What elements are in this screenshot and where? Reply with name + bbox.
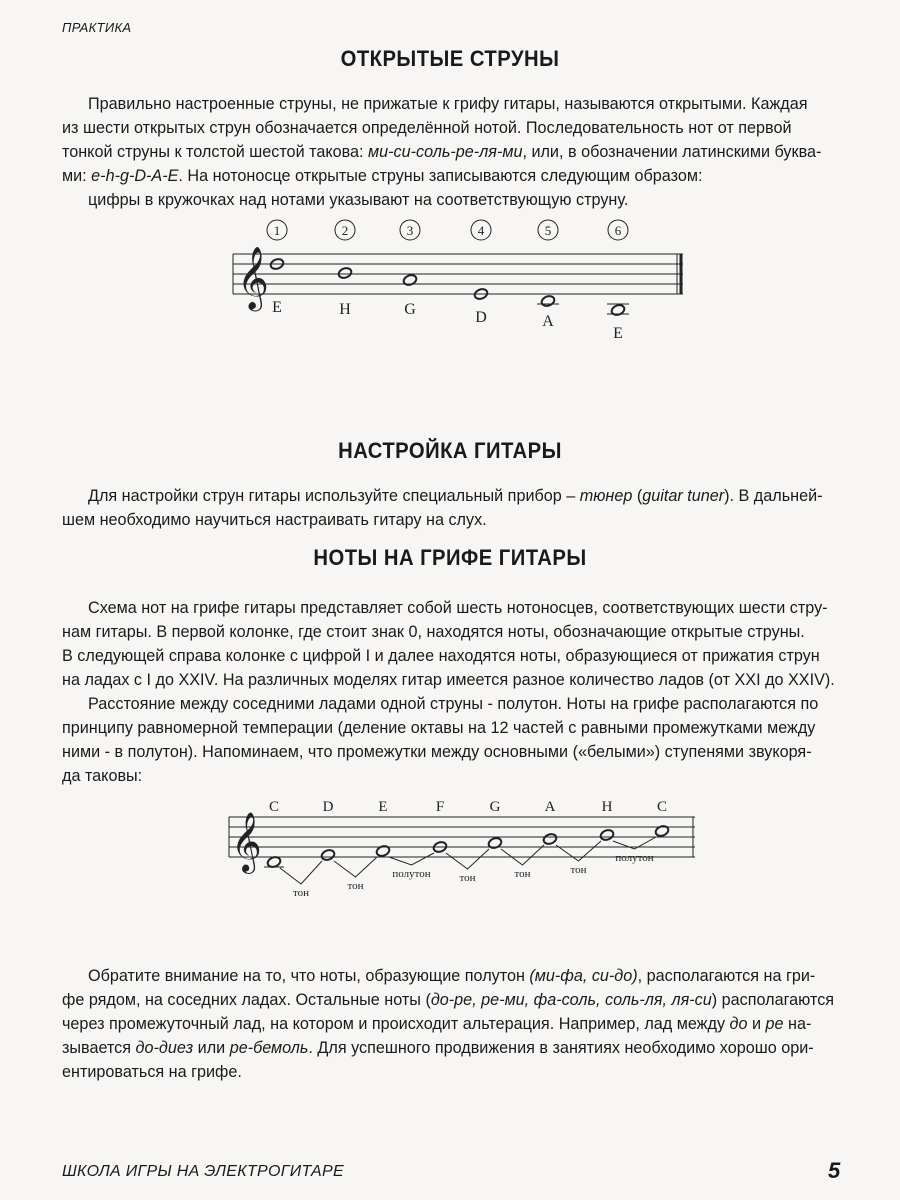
section-header-label: ПРАКТИКА xyxy=(62,20,132,35)
open-strings-paragraph xyxy=(62,92,852,212)
interval-bracket xyxy=(280,861,322,884)
text-line xyxy=(62,484,852,508)
note-name: H xyxy=(601,799,613,815)
text-line: Расстояние между соседними ладами одной струны - полутон. Ноты на грифе располагаются по xyxy=(88,695,819,713)
text-run: через промежуточный лад, на котором и происходит альтерация. Например, лад между xyxy=(62,1015,730,1033)
open-strings-title: ОТКРЫТЫЕ СТРУНЫ xyxy=(340,46,560,71)
text-line: шем необходимо научиться настраивать гитару на слух. xyxy=(62,511,487,529)
text-line: из шести открытых струн обозначается определённой нотой. Последовательность нот от первой xyxy=(62,119,792,137)
string-number: 2 xyxy=(341,223,349,238)
text-line: принципу равномерной темперации (деление октавы на 12 частей с равными промежутками между xyxy=(62,719,816,737)
semitone-pairs: (ми-фа, си-до) xyxy=(529,967,638,985)
text-line: нам гитары. В первой колонке, где стоит знак 0, находятся ноты, обозначающие открытые струны. xyxy=(62,623,805,641)
fretboard-paragraph-1 xyxy=(62,596,852,788)
whole-note xyxy=(487,836,502,849)
text-run: ми: xyxy=(62,167,92,185)
tuner-term-en: guitar tuner xyxy=(642,487,725,505)
note-name: E xyxy=(378,799,388,815)
text-run: Для настройки струн гитары используйте специальный прибор – xyxy=(88,487,580,505)
note-name: E xyxy=(272,299,282,316)
interval-label: тон xyxy=(347,880,364,892)
note-name: C xyxy=(656,799,668,815)
interval-bracket xyxy=(556,841,601,861)
text-line xyxy=(62,1012,852,1036)
tuning-paragraph xyxy=(62,484,852,532)
interval-label: полутон xyxy=(392,868,431,880)
interval-label: тон xyxy=(292,887,310,899)
whole-note xyxy=(599,828,614,841)
note-name: G xyxy=(404,301,416,318)
tone-pairs: до-ре, ре-ми, фа-соль, соль-ля, ля-си xyxy=(430,991,712,1009)
text-line: на ладах с I до XXIV. На различных моделях гитар имеется разное количество ладов (от XXI до XXIV). xyxy=(62,671,835,689)
whole-note xyxy=(540,294,555,307)
text-line: В следующей справа колонке с цифрой I и далее находятся ноты, образующиеся от прижатия струн xyxy=(62,647,820,665)
tuner-term: тюнер xyxy=(579,487,633,505)
footer-book-title: ШКОЛА ИГРЫ НА ЭЛЕКТРОГИТАРЕ xyxy=(62,1163,344,1180)
text-run: и xyxy=(747,1015,766,1033)
text-line: цифры в кружочках над нотами указывают на соответствующую струну. xyxy=(88,191,629,209)
interval-label: тон xyxy=(459,872,476,884)
whole-note xyxy=(320,848,335,861)
text-run: Обратите внимание на то, что ноты, образующие полутон xyxy=(88,967,530,985)
text-run: , или, в обозначении латинскими буква- xyxy=(522,143,822,161)
string-number: 6 xyxy=(614,223,622,238)
text-line xyxy=(62,164,852,188)
text-line: Правильно настроенные струны, не прижатые к грифу гитары, называются открытыми. Каждая xyxy=(88,95,808,113)
note-name: H xyxy=(339,301,351,318)
text-line xyxy=(62,964,852,988)
whole-note xyxy=(542,832,557,845)
string-number: 4 xyxy=(477,223,485,238)
text-run: ) располагаются xyxy=(711,991,835,1009)
note-name: A xyxy=(542,313,554,330)
tuning-title: НАСТРОЙКА ГИТАРЫ xyxy=(338,438,562,463)
fretboard-paragraph-3 xyxy=(62,964,852,1084)
open-strings-staff xyxy=(225,212,695,352)
text-run: . На нотоносце открытые струны записываются следующим образом: xyxy=(178,167,703,185)
note-name: D xyxy=(322,799,334,815)
note-re: ре xyxy=(765,1015,784,1033)
interval-bracket xyxy=(446,849,489,869)
treble-clef-icon: 𝄞 xyxy=(237,246,269,309)
string-number: 1 xyxy=(273,223,281,238)
solfege-sequence: ми-си-соль-ре-ля-ми xyxy=(368,143,523,161)
interval-label: тон xyxy=(570,864,587,876)
whole-note xyxy=(337,266,352,279)
text-line xyxy=(62,140,852,164)
interval-label: тон xyxy=(514,868,531,880)
note-name: D xyxy=(475,309,487,326)
text-line xyxy=(62,988,852,1012)
text-line: ентироваться на грифе. xyxy=(62,1063,242,1081)
string-number: 3 xyxy=(406,223,414,238)
interval-bracket xyxy=(501,845,544,865)
treble-clef-icon: 𝄞 xyxy=(231,812,262,872)
text-line xyxy=(62,1036,852,1060)
text-run: ). В дальней- xyxy=(724,487,823,505)
text-line: Схема нот на грифе гитары представляет собой шесть нотоносцев, соответствующих шести стру- xyxy=(88,599,828,617)
whole-note xyxy=(610,303,625,316)
whole-note xyxy=(402,273,417,286)
text-run: , располагаются на гри- xyxy=(637,967,816,985)
note-do: до xyxy=(729,1015,748,1033)
text-run: зывается xyxy=(62,1039,136,1057)
text-run: ( xyxy=(632,487,643,505)
text-run: тонкой струны к толстой шестой такова: xyxy=(62,143,369,161)
text-run: фе рядом, на соседних ладах. Остальные ноты ( xyxy=(62,991,431,1009)
fretboard-title: НОТЫ НА ГРИФЕ ГИТАРЫ xyxy=(313,545,587,570)
interval-bracket xyxy=(389,853,434,865)
whole-note xyxy=(654,824,669,837)
scale-staff xyxy=(225,795,705,905)
do-sharp: до-диез xyxy=(135,1039,194,1057)
whole-note xyxy=(375,844,390,857)
note-name: C xyxy=(268,799,280,815)
text-line: ними - в полутон). Напоминаем, что промежутки между основными («белыми») ступенями звукоря- xyxy=(62,743,812,761)
re-flat: ре-бемоль xyxy=(229,1039,309,1057)
note-name: A xyxy=(544,799,556,815)
string-number: 5 xyxy=(544,223,552,238)
text-run: или xyxy=(193,1039,230,1057)
interval-bracket xyxy=(334,857,377,877)
latin-sequence: e-h-g-D-A-E xyxy=(91,167,179,185)
note-name: F xyxy=(435,799,445,815)
note-name: G xyxy=(489,799,501,815)
text-run: . Для успешного продвижения в занятиях необходимо хорошо ори- xyxy=(308,1039,814,1057)
note-name: E xyxy=(613,325,623,342)
text-line: да таковы: xyxy=(62,767,143,785)
text-run: на- xyxy=(783,1015,812,1033)
page-number: 5 xyxy=(828,1158,841,1183)
interval-label: полутон xyxy=(615,852,654,864)
